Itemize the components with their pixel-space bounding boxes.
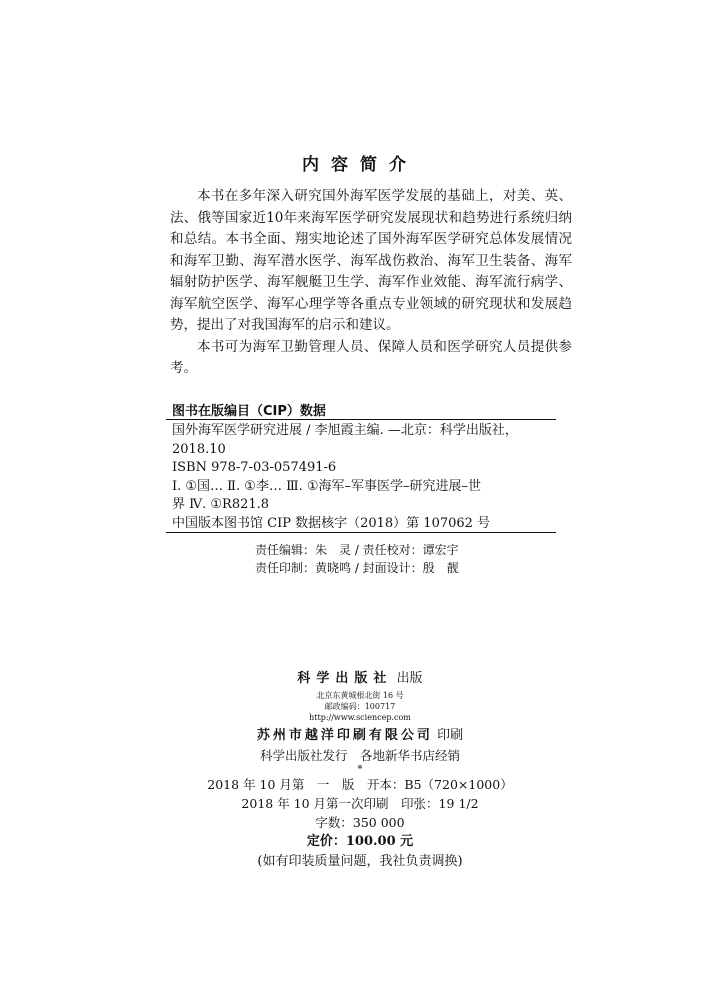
wordcount-line: 字数：350 000 [315,815,405,830]
cip-line: Ⅰ. ①国… Ⅱ. ①李… Ⅲ. ①海军–军事医学–研究进展–世 [172,478,482,494]
cip-line: 2018.10 [172,441,226,457]
publisher-website: http://www.sciencep.com [309,713,411,722]
cip-line: 中国版本图书馆 CIP 数据核字（2018）第 107062 号 [172,515,491,531]
cip-top-rule [166,419,556,420]
publisher-suffix: 出版 [396,671,423,686]
credits-editors: 责任编辑：朱 灵 / 责任校对：谭宏宇 [255,543,459,557]
separator-mark: * [357,764,363,775]
printing-line: 2018 年 10 月第一次印刷 印张：19 1/2 [241,796,479,811]
credits [255,541,459,577]
price-line: 定价：100.00 元 [306,834,414,849]
cip-data-block [172,422,556,533]
page-title: 内容简介 [302,155,418,175]
summary-paragraph: 本书在多年深入研究国外海军医学发展的基础上，对美、英、法、俄等国家近10年来海军医学研究发展现状和趋势进行系统归纳和总结。本书全面、翔实地论述了国外海军医学研究总体发展情况和海军卫勤、海军潜水医学、海军战伤救治、海军卫生装备、海军辐射防护医学、海军舰艇卫生学、海军作业效能、海军流行病学、海军航空医学、海军心理学等各重点专业领域的研究现状和发展趋势，提出了对我国海军的启示和建议。 [170,188,572,333]
summary-paragraph: 本书可为海军卫勤管理人员、保障人员和医学研究人员提供参考。 [170,338,572,376]
edition-line: 2018 年 10 月第 一 版 开本：B5（720×1000） [207,777,513,792]
publisher-line [0,668,720,690]
publisher-postcode: 邮政编码：100717 [324,702,396,711]
printer-name: 苏州市越洋印刷有限公司 [256,728,433,743]
quality-note: (如有印装质量问题，我社负责调换) [257,854,463,869]
publisher-address: 北京东黄城根北街 16 号 [316,691,404,700]
printer-line [0,726,720,746]
cip-line: ISBN 978-7-03-057491-6 [172,460,337,475]
summary-text [170,186,572,380]
cip-heading: 图书在版编目（CIP）数据 [172,404,326,419]
publisher-name: 科学出版社 [297,671,393,686]
colophon [0,668,720,871]
credits-production: 责任印制：黄晓鸣 / 封面设计：殷 靓 [255,561,459,575]
distribution-line: 科学出版社发行 各地新华书店经销 [259,748,460,763]
printer-suffix: 印刷 [437,728,464,743]
cip-line: 界 Ⅳ. ①R821.8 [172,497,270,512]
cip-bottom-rule [166,532,556,533]
cip-line: 国外海军医学研究进展 / 李旭霞主编. —北京：科学出版社， [172,423,518,438]
